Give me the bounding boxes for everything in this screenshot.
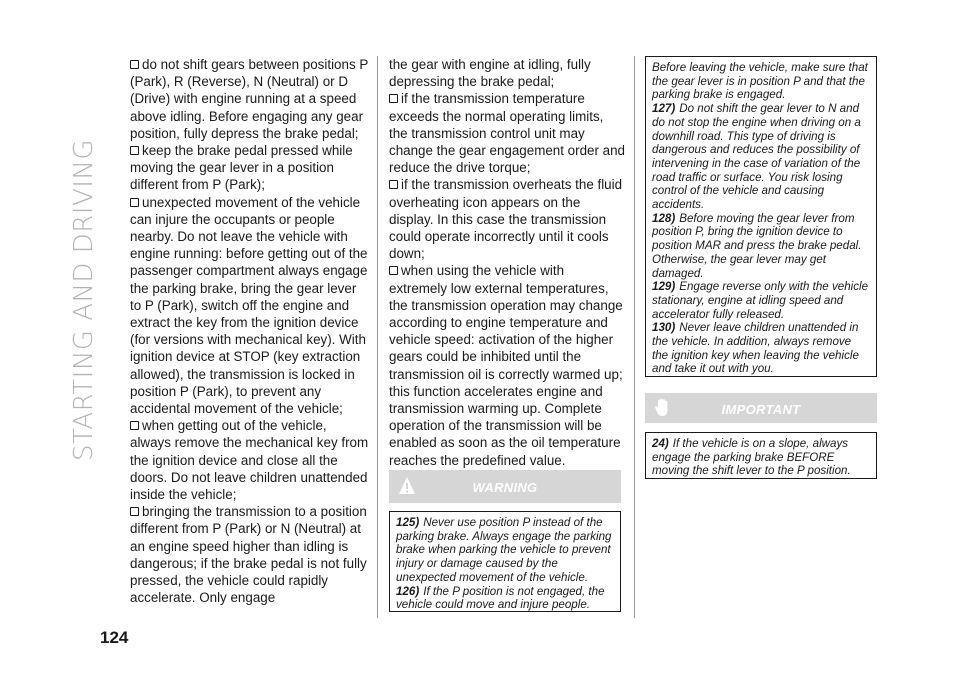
note-item [396,585,614,612]
paragraph [130,503,370,606]
note-item [652,212,870,281]
paragraph [130,142,370,194]
square-bullet-icon [389,266,398,275]
paragraph-text: unexpected movement of the vehicle can injure the occupants or people nearby. Do not leave the vehicle with engine running: before getting out of the passenger compartment always engage the parking brake, bring the gear lever to P (Park), switch off the engine and extract the key from the ignition device (for versions with mechanical key). With ignition device at STOP (key extraction allowed), the transmission is locked in position P (Park), to prevent any accidental movement of the vehicle; [130,194,368,417]
warning-notes-box [389,511,621,612]
paragraph [130,56,370,142]
paragraph [130,194,370,418]
square-bullet-icon [130,60,139,69]
paragraph [389,176,625,262]
square-bullet-icon [130,507,139,516]
square-bullet-icon [130,421,139,430]
warning-banner-label: WARNING [472,480,538,495]
note-number: 128) [652,211,676,225]
note-number: 126) [396,584,420,598]
paragraph-text: do not shift gears between positions P (Park), R (Reverse), N (Neutral) or D (Drive) with engine running at a speed above idling. Before engaging any gear position, fully depress the brake pedal; [130,57,369,141]
note-item [652,437,870,478]
column-divider [634,56,635,618]
column-divider [377,56,378,618]
paragraph [389,90,625,176]
column-2 [389,56,625,469]
paragraph-text: If the vehicle is on a slope, always engage the parking brake BEFORE moving the shift lever to the P position. [652,437,851,478]
notes-box [645,56,877,377]
paragraph-text: the gear with engine at idling, fully depressing the brake pedal; [389,57,591,90]
paragraph-text: If the P position is not engaged, the vehicle could move and injure people. [396,584,605,612]
paragraph-text: bringing the transmission to a position different from P (Park) or N (Neutral) at an engine speed higher than idling is dangerous; if the brake pedal is not fully pressed, the vehicle could rapidly accelerate. Only engage [130,504,367,606]
section-title: STARTING AND DRIVING [69,138,99,462]
paragraph [130,417,370,503]
paragraph-text: Before leaving the vehicle, make sure that the gear lever is in position P and that the parking brake is engaged. [652,61,868,102]
paragraph [389,56,625,90]
paragraph-text: Before moving the gear lever from position P, bring the ignition device to position MAR and press the brake pedal. Otherwise, the gear lever may get damaged. [652,211,862,280]
important-notes-box [645,432,877,479]
note-number: 24) [652,437,669,450]
square-bullet-icon [389,180,398,189]
note-item [652,61,870,102]
paragraph-text: Never leave children unattended in the vehicle. In addition, always remove the ignition key when leaving the vehicle and take it out with you. [652,321,859,376]
paragraph-text: when getting out of the vehicle, always remove the mechanical key from the ignition device and close all the doors. Do not leave children unattended inside the vehicle; [130,418,369,503]
paragraph-text: keep the brake pedal pressed while moving the gear lever in a position different from P (Park); [130,143,353,193]
important-banner [645,393,877,423]
note-number: 129) [652,280,676,294]
note-item [652,102,870,212]
note-item [652,321,870,376]
note-item [652,280,870,321]
note-item [396,516,614,585]
warning-banner [389,470,621,503]
note-number: 130) [652,321,676,335]
square-bullet-icon [130,146,139,155]
paragraph-text: when using the vehicle with extremely low external temperatures, the transmission operation may change according to engine temperature and vehicle speed: activation of the higher gears could be inhibited until the transmission oil is correctly warmed up; this function accelerates engine and transmission warming up. Complete operation of the transmission will be enabled as soon as the oil temperature reaches the predefined value. [389,263,623,468]
paragraph-text: if the transmission temperature exceeds the normal operating limits, the transmission control unit may change the gear engagement order and reduce the drive torque; [389,91,626,176]
note-number: 127) [652,102,676,116]
paragraph-text: Do not shift the gear lever to N and do not stop the engine when driving on a downhill road. This type of driving is dangerous and reduces the possibility of intervening in the case of variation of the road traffic or surface. You risk losing control of the vehicle and causing accidents. [652,102,861,212]
paragraph-text: Never use position P instead of the parking brake. Always engage the parking brake when parking the vehicle to prevent injury or damage caused by the unexpected movement of the vehicle. [396,516,612,584]
square-bullet-icon [389,94,398,103]
paragraph-text: if the transmission overheats the fluid overheating icon appears on the display. In this case the transmission could operate incorrectly until it cools down; [389,177,623,262]
square-bullet-icon [130,198,139,207]
column-1 [130,56,370,607]
important-banner-label: IMPORTANT [721,402,801,417]
note-number: 125) [396,516,420,529]
paragraph-text: Engage reverse only with the vehicle stationary, engine at idling speed and accelerator fully released. [652,280,869,321]
page-number: 124 [100,628,129,647]
paragraph [389,262,625,468]
